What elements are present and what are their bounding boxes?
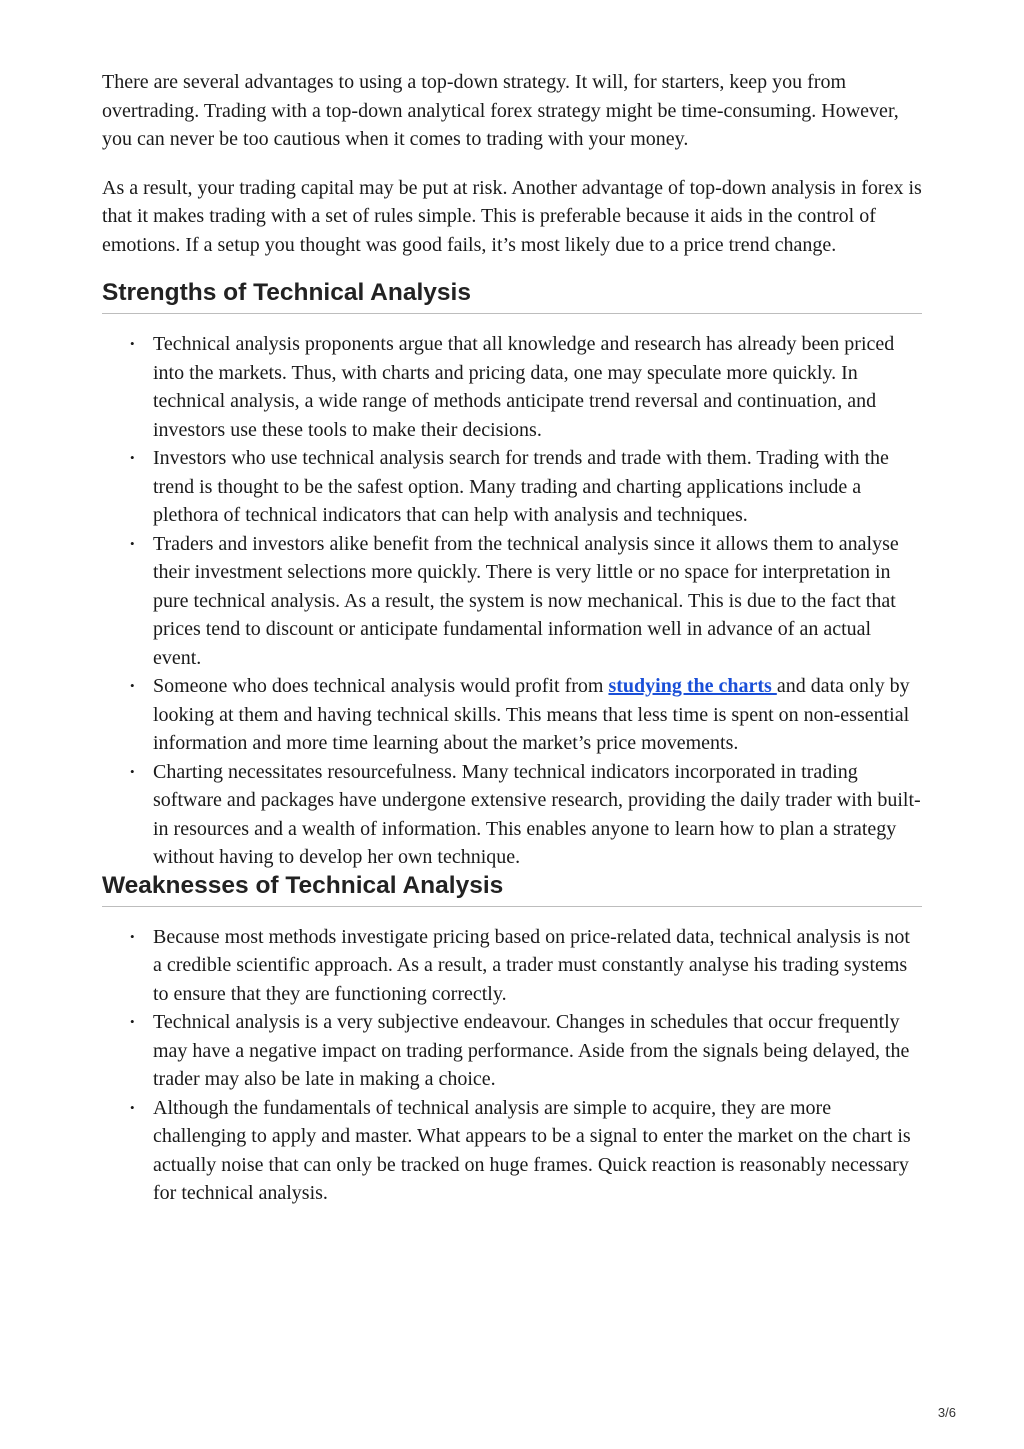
studying-the-charts-link[interactable]: studying the charts <box>608 675 777 697</box>
list-item-text-before-link: Someone who does technical analysis would profit from <box>153 675 609 697</box>
bullet-icon: • <box>130 928 135 944</box>
bullet-icon: • <box>130 535 135 551</box>
list-item <box>102 672 922 758</box>
list-item-text: Charting necessitates resourcefulness. Many technical indicators incorporated in trading software and packages have undergone extensive research, providing the daily trader with built-in resources and a wealth of information. This enables anyone to learn how to plan a strategy without having to develop her own technique. <box>153 760 921 868</box>
weaknesses-heading: Weaknesses of Technical Analysis <box>102 872 922 907</box>
list-item <box>102 1094 922 1208</box>
bullet-icon: • <box>130 336 135 351</box>
list-item <box>102 530 922 673</box>
list-item <box>102 330 922 444</box>
list-item-text: Investors who use technical analysis search for trends and trade with them. Trading with the trend is thought to be the safest option. Many trading and charting applications include a plethora of technical indicators that can help with analysis and techniques. <box>153 447 889 526</box>
strengths-heading: Strengths of Technical Analysis <box>102 279 922 314</box>
list-item-text: Technical analysis is a very subjective endeavour. Changes in schedules that occur frequently may have a negative impact on trading performance. Aside from the signals being delayed, the trader may also be late in making a choice. <box>153 1011 910 1090</box>
list-item-text-after-link: and data only by looking at them and having technical skills. This means that less time is spent on non-essential information and more time learning about the market’s price movements. <box>153 675 910 754</box>
list-item <box>102 444 922 530</box>
list-item <box>102 1008 922 1094</box>
intro-paragraph-1: There are several advantages to using a top-down strategy. It will, for starters, keep you from overtrading. Trading with a top-down analytical forex strategy might be time-consuming. However, you can never be too cautious when it comes to trading with your money. <box>102 71 899 150</box>
list-item-text: Although the fundamentals of technical analysis are simple to acquire, they are more challenging to apply and master. What appears to be a signal to enter the market on the chart is actually noise that can only be tracked on huge frames. Quick reaction is reasonably necessary for technical analysis. <box>153 1096 911 1204</box>
bullet-icon: • <box>130 1099 135 1115</box>
list-item-text: Because most methods investigate pricing based on price-related data, technical analysis is not a credible scientific approach. As a result, a trader must constantly analyse his trading systems to ensure that they are functioning correctly. <box>153 925 910 1005</box>
list-item <box>102 923 922 1009</box>
bullet-icon: • <box>130 450 135 465</box>
bullet-icon: • <box>130 763 135 779</box>
article-content <box>102 68 922 1208</box>
list-item <box>102 758 922 872</box>
list-item-text: Traders and investors alike benefit from the technical analysis since it allows them to analyse their investment selections more quickly. There is very little or no space for interpretation in pure technical analysis. As a result, the system is now mechanical. This is due to the fact that prices tend to discount or anticipate fundamental information well in advance of an actual event. <box>153 532 899 669</box>
strengths-list <box>102 330 922 872</box>
list-item-text: Technical analysis proponents argue that all knowledge and research has already been priced into the markets. Thus, with charts and pricing data, one may speculate more quickly. In technical analysis, a wide range of methods anticipate trend reversal and continuation, and investors use these tools to make their decisions. <box>153 333 895 441</box>
bullet-icon: • <box>130 678 135 693</box>
weaknesses-list <box>102 923 922 1208</box>
intro-paragraph-2: As a result, your trading capital may be put at risk. Another advantage of top-down analysis in forex is that it makes trading with a set of rules simple. This is preferable because it aids in the control of emotions. If a setup you thought was good fails, it’s most likely due to a price trend change. <box>102 176 922 256</box>
bullet-icon: • <box>130 1014 135 1029</box>
page-number: 3/6 <box>937 1405 956 1420</box>
